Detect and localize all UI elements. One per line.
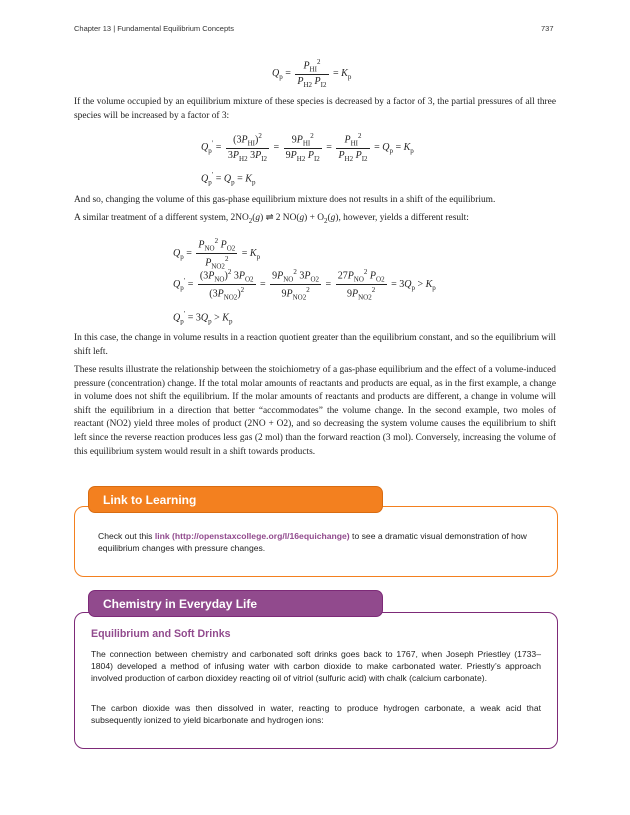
equation-qp-hi: $Q_p$ = $\frac{P_{HI}^2}{P_{H2} P_{I2}}$ = $K_p$ [272, 58, 352, 90]
paragraph-similar-treatment-tail: , however, yields a different result: [338, 213, 469, 223]
paragraph-similar-treatment: A similar treatment of a different system, $2NO_2(g)$ ⇌ 2 $NO(g) + O_2(g)$, however, yields a different result: [74, 213, 469, 225]
paragraph-no-shift: And so, changing the volume of this gas-phase equilibrium mixture does not results in a shift of the equilibrium. [74, 195, 496, 205]
equichange-link[interactable]: link (http://openstaxcollege.org/l/16equichange) [154, 531, 350, 541]
link-to-learning-title: Link to Learning [88, 486, 383, 513]
link-to-learning-text-tail: to see a dramatic visual demonstration of how equilibrium changes with pressure changes. [98, 531, 527, 554]
paragraph-volume-decrease: If the volume occupied by an equilibrium mixture of these species is decreased by a factor of 3, the partial pressures of all three species will be increased by a factor of 3: [74, 97, 556, 121]
soft-drinks-subtitle: Equilibrium and Soft Drinks [91, 628, 231, 640]
soft-drinks-paragraph-2: The carbon dioxide was then dissolved in water, reacting to produce hydrogen carbonate, a weak acid that subsequently ionized to yield bicarbonate and hydrogen ions: [91, 703, 541, 726]
link-to-learning-text [98, 530, 538, 554]
link-to-learning-text-lead: Check out this [98, 531, 155, 541]
running-header-chapter: Chapter 13 | Fundamental Equilibrium Concepts [74, 24, 234, 33]
equation-qp-prime-no2: $Q_p'$ = $\frac{(3P_{NO})^2 3P_{O2}}{(3P_{NO2})^2}$ = $\frac{9P_{NO}^2 3P_{O2}}{9P_{NO2}^2}$ = $\frac{27P_{NO}^2 P_{O2}}{9P_{NO2}^2}$ = $3Q_p > K_p$ [173, 268, 436, 302]
paragraph-similar-treatment-lead: A similar treatment of a different system, 2NO [74, 213, 249, 223]
equation-qp-prime-result: $Q_p' = 3Q_p > K_p$ [173, 310, 233, 326]
equation-qp-prime-equals: $Q_p' = Q_p = K_p$ [201, 171, 256, 187]
soft-drinks-paragraph-1: The connection between chemistry and carbonated soft drinks goes back to 1767, when Joseph Priestley (1733–1804) developed a method of infusing water with carbon dioxide to make carbonated water. Priestly’s approach involved production of carbon dioxidey reacting oil of vitriol (sulfuric acid) with chalk (calcium carbonate). [91, 649, 541, 684]
chemistry-everyday-title: Chemistry in Everyday Life [88, 590, 383, 617]
equation-qp-no2: $Q_p$ = $\frac{P_{NO}^2 P_{O2}}{P_{NO2}^2}$ = $K_p$ [173, 237, 261, 271]
paragraph-shift-left: In this case, the change in volume results in a reaction quotient greater than the equilibrium constant, and so the equilibrium will shift left. [74, 333, 556, 357]
paragraph-stoichiometry: These results illustrate the relationship between the stoichiometry of a gas-phase equilibrium and the effect of a volume-induced pressure (concentration) change. If the total molar amounts of reactants and products are equal, as in the first example, a change in volume does not shift the equilibrium. If the molar amounts of reactants and products are different, a change in volume will shift the equilibrium in a direction that better “accommodates” the volume change. In the second example, two moles of reactant (NO2) yield three moles of product (2NO + O2), and so decreasing the system volume causes the equilibrium to shift left since the reverse reaction produces less gas (2 mol) than the forward reaction (3 mol). Conversely, increasing the volume of this equilibrium system would result in a shift towards products. [74, 365, 556, 457]
page-number: 737 [541, 24, 554, 33]
equation-qp-prime-hi: $Q_p'$ = $\frac{(3P_{HI})^2}{3P_{H2} 3P_{I2}}$ = $\frac{9P_{HI}^2}{9P_{H2} P_{I2}}$ = $\frac{P_{HI}^2}{P_{H2} P_{I2}}$ = $Q_p = K_p$ [201, 132, 414, 164]
